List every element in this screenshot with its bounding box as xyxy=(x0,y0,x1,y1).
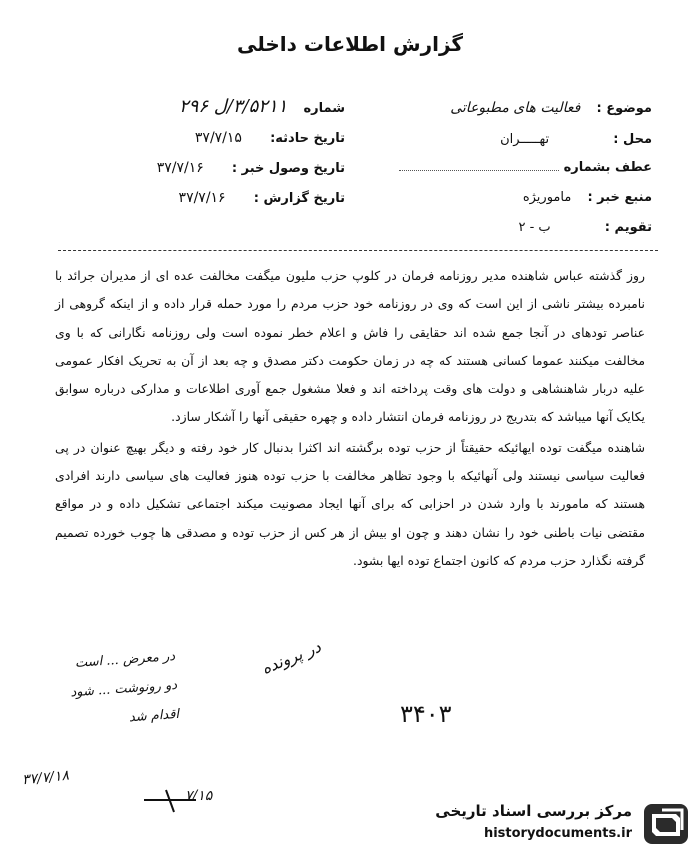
report-date-label: تاریخ گزارش : xyxy=(253,191,345,206)
report-body xyxy=(55,262,645,575)
body-paragraph-1: روز گذشته عباس شاهنده مدیر روزنامه فرمان در کلوپ حزب ملیون میگفت مخالفت عده ای از مدیران جرائد با نامبرده بیشتر ناشی از این است که وی در روزنامه خود حزب مردم را مورد حمله قرار داده و از اینکه گروهی از عناصر تودهای در آنجا جمع شده اند حقایقی را فاش و اعلام خطر نموده است ولی روزنامه نگارانی که با وی مخالفت میکنند عموما کسانی هستند که چه در زمان حکومت دکتر مصدق و چه بعد از آن به تحریک افکار عمومی علیه دربار شاهنشاهی و دولت های وقت پرداخته اند و فعلا مشغول جمع آوری اطلاعات و مدارکی درباره سوابق یکایک آنها میباشد که بتدریج در روزنامه فرمان انتشار داده و چهره حقیقی آنها را آشکار سازد. xyxy=(55,268,645,425)
receipt-date-value: ۳۷/۷/۱۶ xyxy=(156,160,204,176)
source-label: منبع خبر : xyxy=(587,190,652,205)
reference-value xyxy=(399,170,559,171)
receipt-date-label: تاریخ وصول خبر : xyxy=(231,161,345,176)
evaluation-value: ب - ۲ xyxy=(518,220,551,235)
report-title: گزارش اطلاعات داخلی xyxy=(236,32,464,56)
report-date-field xyxy=(179,190,345,206)
number-field xyxy=(179,96,345,117)
report-date-value: ۳۷/۷/۱۶ xyxy=(178,190,226,206)
archive-watermark xyxy=(410,800,690,850)
place-value: تهـــــران xyxy=(500,132,550,147)
number-value: ۳/۵۲۱۱/ل ۲۹۶ xyxy=(179,96,288,117)
source-value: ماموریژه xyxy=(522,190,572,205)
handwritten-note-1: در معرض ... است xyxy=(74,648,176,671)
incident-date-value: ۳۷/۷/۱۵ xyxy=(194,130,242,146)
place-label: محل : xyxy=(613,132,652,147)
handwritten-notes xyxy=(24,642,180,739)
watermark-name: مرکز بررسی اسناد تاریخی xyxy=(435,802,632,820)
header-divider xyxy=(58,250,658,251)
evaluation-field xyxy=(518,220,652,235)
receipt-date-field xyxy=(157,160,345,176)
handwritten-note-3: اقدام شد xyxy=(128,706,180,726)
evaluation-label: تقویم : xyxy=(604,220,652,235)
archive-logo-icon xyxy=(642,800,690,848)
handwritten-number: ۷/۱۵ xyxy=(185,788,213,804)
incident-date-label: تاریخ حادثه: xyxy=(270,131,345,146)
number-label: شماره xyxy=(303,101,345,116)
signature: در پرونده xyxy=(258,637,324,678)
subject-label: موضوع : xyxy=(596,101,652,116)
source-field xyxy=(523,190,652,205)
handwritten-note-2: دو رونوشت ... شود xyxy=(69,677,178,701)
reference-label: عطف بشماره xyxy=(563,160,652,175)
reference-field xyxy=(399,160,652,175)
incident-date-field xyxy=(195,130,345,146)
subject-field xyxy=(450,100,652,116)
subject-value: فعالیت های مطبوعاتی xyxy=(450,100,581,116)
handwritten-date: ۳۷/۷/۱۸ xyxy=(21,767,70,789)
document-number: ۳۴۰۳ xyxy=(400,700,452,728)
place-field xyxy=(500,132,652,147)
watermark-url: historydocuments.ir xyxy=(483,826,632,841)
body-paragraph-2: شاهنده میگفت توده ایهائیکه حقیقتاً از حزب توده برگشته اند اکثرا بدنبال کار خود رفته و دیگر بهیچ عنوان در پی فعالیت سیاسی نیستند ولی آنهائیکه با وجود تظاهر مخالفت با حزب توده هنوز فعالیت های سیاسی دارند افرادی هستند که مامورند با وارد شدن در احزابی که برای آنها ایجاد مصونیت میکند اجتماعی تشکیل داده و در مواقع مقتضی نیات باطنی خود را نشان دهند و چون او بیش از هر کس از حزب توده و مصدقی ها چوب خورده تصمیم گرفته نگذارد حزب مردم که کانون اجتماع توده ایها بشود. xyxy=(55,439,645,568)
